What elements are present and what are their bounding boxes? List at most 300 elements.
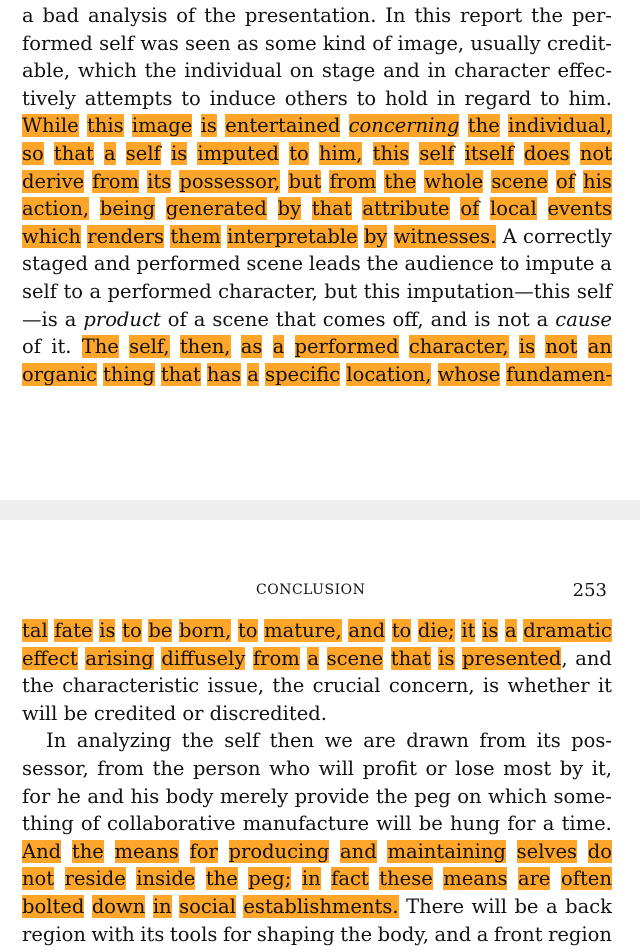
word: scene [491,169,548,193]
text-line [22,617,612,645]
word: or [425,756,447,780]
word: some [264,31,317,55]
word: to [499,252,520,276]
word: self [22,279,58,303]
word: thing [22,812,74,836]
word: not [22,867,55,891]
word: collaborative [107,812,236,836]
word: that [311,197,352,221]
word: to [289,141,309,165]
word: of [176,4,196,27]
word: sessor, [22,756,89,780]
word: then, [179,335,231,359]
running-head: CONCLUSION [256,582,366,598]
word: but [288,169,322,193]
word: profit [362,756,417,780]
word: of [167,307,187,331]
text-line [22,361,612,389]
text-line [22,921,612,949]
word: performed [136,252,241,276]
text-line [22,893,612,921]
word: it [461,619,476,642]
word: per- [571,4,612,27]
word: the [181,729,214,753]
word: scene [246,252,303,276]
text-line [22,140,612,168]
word: the [205,867,238,891]
word: has [206,362,242,386]
word: not [579,141,612,165]
word: lose [455,756,495,780]
word: organic [22,362,97,386]
word: to [356,86,377,110]
word: And [22,839,62,863]
word: does [523,141,570,165]
word: for [22,784,51,808]
word: a [505,619,517,642]
word: analyzing [76,729,172,753]
word: a [64,307,77,331]
text-line [22,2,612,30]
word: scene [212,307,269,331]
word: performed [294,335,399,359]
word: self [99,31,135,55]
word: in [152,894,172,918]
word: image, [397,31,465,55]
word: scene [326,646,384,670]
word: is [170,141,188,165]
word: self, [129,335,170,359]
word: a [272,335,285,359]
word: that [275,307,316,331]
word: that [390,646,431,670]
bottom-text-block [22,617,612,948]
page-separator [0,500,640,520]
word: bad [42,4,80,27]
text-line [22,57,612,85]
word: most [503,756,552,780]
word: performed [107,279,212,303]
text-line [22,278,612,306]
word: is [474,307,491,331]
word: in [436,86,456,110]
word: the [340,922,373,946]
word: in [301,867,321,891]
word: tal [22,619,48,642]
word: and [340,839,377,863]
word: means [114,839,179,863]
word: stage [321,59,376,83]
word: and [87,784,124,808]
word: on [289,59,315,83]
word: hung [449,812,501,836]
word: will [471,894,507,918]
word: characteristic [62,674,200,698]
word: be [418,812,443,836]
word: self [224,729,260,753]
word: was [140,31,179,55]
word: establishments. [243,894,399,918]
word: by [363,224,388,248]
word: as [240,335,263,359]
word: be [148,619,173,642]
word: report [459,4,523,27]
word: his [130,784,160,808]
word: a [476,922,489,946]
word: bolted [22,894,85,918]
word: region [548,922,612,946]
word: maintaining [387,839,506,863]
word: mature, [264,619,342,642]
word: but [324,279,358,303]
word: that [53,141,94,165]
word: that [160,362,201,386]
text-line [22,700,612,728]
word: whether [507,674,590,698]
word: being [99,197,156,221]
word: to [181,86,201,110]
word: image [131,114,193,138]
word: effect [22,646,78,670]
word: self [125,141,161,165]
text-line [22,645,612,673]
word: for [507,812,536,836]
word: body, [377,922,429,946]
page-bottom [0,520,640,952]
word: of [556,169,575,193]
word: and [383,59,420,83]
word: pos- [571,729,612,753]
word: this [363,279,401,303]
word: possessor, [179,169,281,193]
word: the [22,674,54,698]
word: local [490,197,537,221]
word: person [192,756,261,780]
word: interpretable [227,224,358,248]
word: him, [318,141,363,165]
word: dramatic [523,619,612,642]
word: by [277,197,302,221]
word: audience [404,252,494,276]
text-line [22,838,612,866]
word: a [22,4,34,27]
word: for [189,839,218,863]
word: from [479,729,527,753]
word: generated [165,197,267,221]
word: in [427,59,447,83]
word: this [414,4,452,27]
text-line [22,865,612,893]
word: it, [591,756,612,780]
word: character [454,59,550,83]
word: is [99,619,116,642]
word: and [434,922,472,946]
word: seen [184,31,231,55]
word: born, [179,619,232,642]
word: thing [103,362,155,386]
word: action, [22,197,90,221]
word: the [366,252,399,276]
word: impute [525,252,595,276]
word: the [152,756,185,780]
word: the [375,784,408,808]
word: for [222,922,252,946]
page-number: 253 [572,580,607,601]
word: means [443,867,508,891]
word: its [140,922,165,946]
word: kind [322,31,367,55]
word: credit- [546,31,612,55]
word: of [22,335,41,359]
page-header [22,580,607,604]
word: —is [22,307,58,331]
word: tools [169,922,218,946]
word: its [536,729,561,753]
text-line [22,250,612,278]
word: from [92,169,140,193]
word: self [576,279,612,303]
word: it [597,674,612,698]
word: concerning [348,114,460,138]
word: hold [385,86,429,110]
word: the [384,169,417,193]
word: provide [294,784,370,808]
word: crucial [312,674,381,698]
word: usually [470,31,541,55]
word: attribute [362,197,450,221]
word: character, [218,279,318,303]
word: merely [219,784,289,808]
word: A [502,224,517,248]
word: presented, [462,646,568,670]
word: or [182,701,210,725]
word: events [547,197,612,221]
top-text-block [22,2,612,388]
word: of [372,31,392,55]
word: whole [424,169,484,193]
word: discredited. [209,701,327,725]
word: cause [555,307,612,331]
word: so [22,141,44,165]
word: tively [22,86,76,110]
word: presentation. [244,4,377,27]
word: back [565,894,612,918]
text-line [22,168,612,196]
word: issue, [207,674,265,698]
word: In [385,4,406,27]
word: do [587,839,612,863]
word: to [122,619,142,642]
word: individual [184,59,282,83]
text-line [22,727,612,755]
word: a [307,646,319,670]
word: arising [85,646,154,670]
word: as [236,31,259,55]
word: a [600,252,612,276]
text-line [22,112,612,140]
word: concern, [388,674,475,698]
word: product [83,307,161,331]
word: and [93,252,131,276]
word: self [419,141,455,165]
word: imputed [197,141,280,165]
word: an [587,335,612,359]
word: this [372,141,410,165]
word: and [575,646,612,670]
word: induce [209,86,276,110]
text-line [22,810,612,838]
word: whose [437,362,501,386]
word: reside [64,867,126,891]
text-line [22,783,612,811]
word: and [348,619,386,642]
word: staged [22,252,88,276]
word: a [545,894,558,918]
word: drawn [406,729,469,753]
word: body [165,784,214,808]
word: the [71,839,104,863]
text-line [22,755,612,783]
word: itself [464,141,514,165]
word: a [89,279,102,303]
word: time. [561,812,612,836]
word: diffusely [161,646,246,670]
word: front [493,922,543,946]
word: will [318,756,355,780]
word: shaping [256,922,335,946]
word: region [22,922,86,946]
word: a [103,141,116,165]
word: There [406,894,465,918]
word: of [80,812,100,836]
word: individual, [508,114,612,138]
word: attempts [84,86,173,110]
word: leads [308,252,361,276]
word: is [482,619,499,642]
word: selves [516,839,577,863]
word: down [91,894,146,918]
word: this [86,114,124,138]
word: who [269,756,311,780]
word: be [63,701,94,725]
word: fundamen- [506,362,612,386]
word: specific [265,362,341,386]
word: are [363,729,396,753]
text-line [22,85,612,113]
word: not [497,307,530,331]
word: witnesses. [393,224,497,248]
text-line [22,223,612,251]
word: effec- [557,59,612,83]
word: the [204,4,237,27]
word: which [488,784,548,808]
word: correctly [523,224,612,248]
word: While [22,114,79,138]
word: a [247,362,259,386]
word: its [147,169,172,193]
word: comes [322,307,386,331]
word: to [237,619,258,642]
word: by [559,756,584,780]
word: fate [54,619,93,642]
word: which [77,59,137,83]
word: not [545,335,578,359]
word: the [467,114,500,138]
word: a [542,812,555,836]
word: a [536,307,549,331]
word: to [63,279,84,303]
word: peg [414,784,451,808]
word: character, [408,335,509,359]
word: be [514,894,539,918]
word: his [583,169,612,193]
word: a [193,307,206,331]
word: able, [22,59,71,83]
word: them [170,224,221,248]
word: will [376,812,412,836]
word: is [438,646,455,670]
word: we [324,729,353,753]
word: peg; [248,867,292,891]
word: he [56,784,81,808]
word: fact [331,867,369,891]
word: on [457,784,482,808]
word: the [531,4,564,27]
word: the [272,674,305,698]
word: In [46,729,67,753]
word: then [269,729,315,753]
word: of [460,197,480,221]
word: credited [93,701,183,725]
word: with [91,922,135,946]
word: which [22,224,81,248]
word: imputation—this [406,279,571,303]
word: is [482,674,500,698]
word: derive [22,169,85,193]
word: producing [228,839,330,863]
word: manufacture [242,812,369,836]
word: location, [346,362,432,386]
word: to [540,86,560,110]
word: from [97,756,144,780]
word: to [391,619,412,642]
word: others [284,86,348,110]
word: social [179,894,236,918]
text-line [22,195,612,223]
word: The [81,335,119,359]
word: it. [51,335,72,359]
word: is [518,335,536,359]
word: are [517,867,551,891]
word: renders [87,224,165,248]
text-line [22,306,612,334]
word: from [329,169,377,193]
word: analysis [88,4,168,27]
word: off, [392,307,424,331]
text-line [22,30,612,58]
word: will [22,701,64,725]
text-line [22,672,612,700]
word: these [379,867,433,891]
word: him. [568,86,612,110]
word: is [200,114,217,138]
word: entertained [225,114,341,138]
word: formed [22,31,93,55]
word: often [560,867,612,891]
word: from [252,646,300,670]
word: regard [464,86,532,110]
text-line [22,333,612,361]
